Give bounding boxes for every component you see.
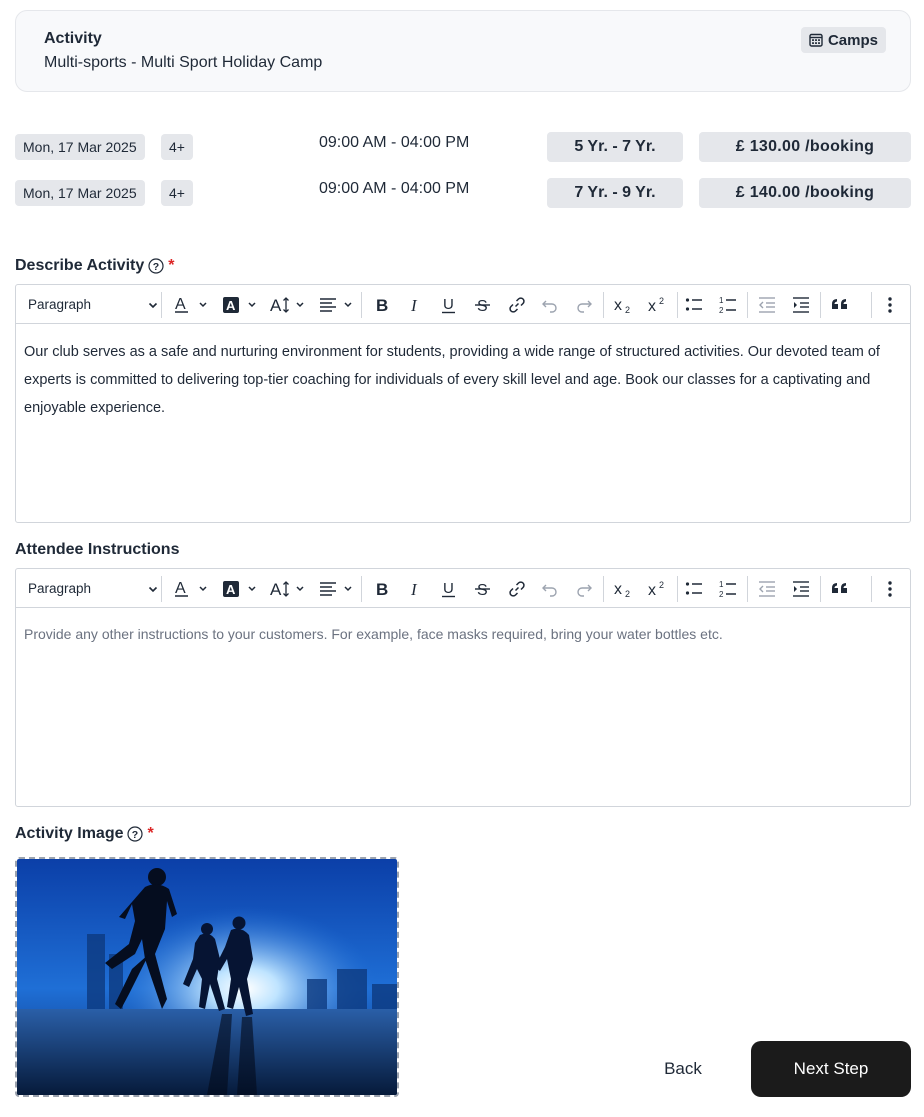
more-vertical-icon [887, 580, 893, 598]
outdent-icon [758, 296, 776, 314]
calendar-icon [809, 33, 823, 47]
svg-text:x: x [648, 581, 656, 598]
undo-button[interactable] [538, 285, 562, 324]
redo-button[interactable] [572, 569, 596, 608]
italic-button[interactable] [404, 569, 428, 608]
superscript-button[interactable] [644, 569, 670, 608]
font-size-button[interactable] [268, 569, 308, 608]
svg-text:U: U [443, 295, 454, 313]
link-icon [508, 580, 526, 598]
font-color-button[interactable] [172, 569, 210, 608]
align-left-icon [318, 296, 354, 314]
svg-text:x: x [648, 297, 656, 314]
svg-text:B: B [376, 295, 389, 314]
svg-text:A: A [175, 579, 186, 597]
bold-icon [373, 296, 391, 314]
describe-activity-editor[interactable] [15, 284, 911, 523]
activity-label: Activity [44, 30, 102, 47]
editor-toolbar [16, 569, 910, 608]
svg-text:A: A [226, 297, 236, 313]
attendee-instructions-label [15, 541, 179, 559]
quote-icon [831, 580, 849, 598]
strikethrough-icon [474, 580, 492, 598]
strikethrough-button[interactable] [471, 285, 495, 324]
font-color-icon [174, 580, 208, 598]
highlight-color-button[interactable] [220, 569, 260, 608]
link-button[interactable] [505, 569, 529, 608]
numbered-list-icon [719, 295, 737, 315]
session-price: £ 130.00 /booking [699, 132, 911, 162]
more-options-button[interactable] [880, 285, 900, 324]
align-button[interactable] [316, 285, 356, 324]
bullet-list-button[interactable] [682, 569, 706, 608]
superscript-button[interactable] [644, 285, 670, 324]
session-date: Mon, 17 Mar 2025 [15, 180, 145, 206]
numbered-list-button[interactable] [716, 285, 740, 324]
svg-text:2: 2 [659, 579, 665, 590]
attendee-instructions-label-text: Attendee Instructions [15, 541, 180, 558]
subscript-button[interactable] [610, 285, 636, 324]
subscript-icon [613, 580, 633, 598]
indent-button[interactable] [789, 569, 813, 608]
block-format-label: Paragraph [28, 581, 92, 596]
svg-text:A: A [270, 295, 282, 314]
svg-text:?: ? [132, 828, 139, 841]
outdent-icon [758, 580, 776, 598]
svg-text:A: A [175, 295, 186, 313]
subscript-button[interactable] [610, 569, 636, 608]
svg-text:U: U [443, 579, 454, 597]
bold-button[interactable] [370, 285, 394, 324]
session-row [15, 178, 911, 208]
svg-text:S: S [477, 581, 488, 598]
underline-icon [440, 580, 458, 598]
redo-icon [575, 296, 593, 314]
svg-text:1: 1 [719, 295, 724, 305]
numbered-list-icon [719, 579, 737, 599]
italic-icon [407, 580, 425, 598]
underline-icon [440, 296, 458, 314]
font-size-icon [269, 580, 307, 598]
undo-icon [541, 296, 559, 314]
indent-icon [792, 296, 810, 314]
svg-text:x: x [614, 296, 622, 314]
block-format-select[interactable] [28, 285, 158, 324]
svg-text:2: 2 [625, 304, 631, 314]
svg-text:B: B [376, 579, 389, 598]
highlight-color-icon [222, 580, 258, 598]
indent-icon [792, 580, 810, 598]
more-options-button[interactable] [880, 569, 900, 608]
link-button[interactable] [505, 285, 529, 324]
font-color-icon [174, 296, 208, 314]
describe-activity-text[interactable]: Our club serves as a safe and nurturing environment for students, providing a wide range of structured activities. Our devoted team of experts is committed to delivering top-tier coaching for individuals of every skill level and age. Book our classes for a captivating and enjoyable experience. [24, 344, 880, 416]
svg-text:?: ? [153, 260, 160, 273]
activity-summary-card [15, 10, 911, 92]
italic-button[interactable] [404, 285, 428, 324]
bullet-list-icon [685, 580, 703, 598]
bold-button[interactable] [370, 569, 394, 608]
superscript-icon [647, 296, 667, 314]
bullet-list-icon [685, 296, 703, 314]
required-marker: * [147, 825, 154, 842]
help-circle-icon[interactable] [127, 826, 143, 842]
attendee-instructions-placeholder[interactable]: Provide any other instructions to your customers. For example, face masks required, bring your water bottles etc. [24, 626, 723, 642]
session-age-range: 5 Yr. - 7 Yr. [547, 132, 683, 162]
block-format-select[interactable] [28, 569, 158, 608]
svg-text:A: A [226, 581, 236, 597]
indent-button[interactable] [789, 285, 813, 324]
svg-text:1: 1 [719, 579, 724, 589]
activity-image-label [15, 825, 154, 843]
svg-text:A: A [270, 579, 282, 598]
chevron-down-icon [148, 300, 158, 310]
undo-icon [541, 580, 559, 598]
redo-button[interactable] [572, 285, 596, 324]
bullet-list-button[interactable] [682, 285, 706, 324]
activity-image [17, 859, 397, 1095]
more-vertical-icon [887, 296, 893, 314]
attendee-instructions-editor[interactable] [15, 568, 911, 807]
underline-button[interactable] [437, 569, 461, 608]
highlight-color-icon [222, 296, 258, 314]
help-circle-icon[interactable] [148, 258, 164, 274]
session-age-range: 7 Yr. - 9 Yr. [547, 178, 683, 208]
font-size-button[interactable] [268, 285, 308, 324]
blockquote-button[interactable] [828, 569, 852, 608]
camps-badge-label: Camps [827, 31, 878, 49]
svg-text:I: I [411, 579, 417, 598]
underline-button[interactable] [437, 285, 461, 324]
camps-badge [801, 27, 886, 53]
align-left-icon [318, 580, 354, 598]
session-time: 09:00 AM - 04:00 PM [319, 180, 470, 197]
svg-text:2: 2 [659, 295, 665, 306]
svg-text:I: I [411, 295, 417, 314]
font-color-button[interactable] [172, 285, 210, 324]
strikethrough-button[interactable] [471, 569, 495, 608]
editor-toolbar [16, 285, 910, 324]
svg-text:2: 2 [625, 588, 631, 598]
activity-image-upload[interactable] [15, 857, 399, 1097]
redo-icon [575, 580, 593, 598]
outdent-button[interactable] [755, 285, 779, 324]
describe-activity-label-text: Describe Activity [15, 257, 145, 274]
font-size-icon [269, 296, 307, 314]
svg-text:x: x [614, 580, 622, 598]
quote-icon [831, 296, 849, 314]
describe-activity-label [15, 257, 174, 275]
svg-text:S: S [477, 297, 488, 314]
align-button[interactable] [316, 569, 356, 608]
activity-name: Multi-sports - Multi Sport Holiday Camp [44, 54, 323, 71]
blockquote-button[interactable] [828, 285, 852, 324]
bold-icon [373, 580, 391, 598]
svg-text:2: 2 [719, 589, 724, 599]
activity-image-label-text: Activity Image [15, 825, 124, 842]
back-button[interactable]: Back [640, 1041, 726, 1097]
session-min-age: 4+ [161, 134, 193, 160]
session-date: Mon, 17 Mar 2025 [15, 134, 145, 160]
session-min-age: 4+ [161, 180, 193, 206]
italic-icon [407, 296, 425, 314]
strikethrough-icon [474, 296, 492, 314]
chevron-down-icon [148, 584, 158, 594]
session-time: 09:00 AM - 04:00 PM [319, 134, 470, 151]
link-icon [508, 296, 526, 314]
highlight-color-button[interactable] [220, 285, 260, 324]
required-marker: * [168, 257, 175, 274]
numbered-list-button[interactable] [716, 569, 740, 608]
session-row [15, 132, 911, 162]
undo-button[interactable] [538, 569, 562, 608]
subscript-icon [613, 296, 633, 314]
outdent-button[interactable] [755, 569, 779, 608]
next-step-button[interactable]: Next Step [751, 1041, 911, 1097]
block-format-label: Paragraph [28, 297, 92, 312]
superscript-icon [647, 580, 667, 598]
svg-text:2: 2 [719, 305, 724, 315]
session-price: £ 140.00 /booking [699, 178, 911, 208]
